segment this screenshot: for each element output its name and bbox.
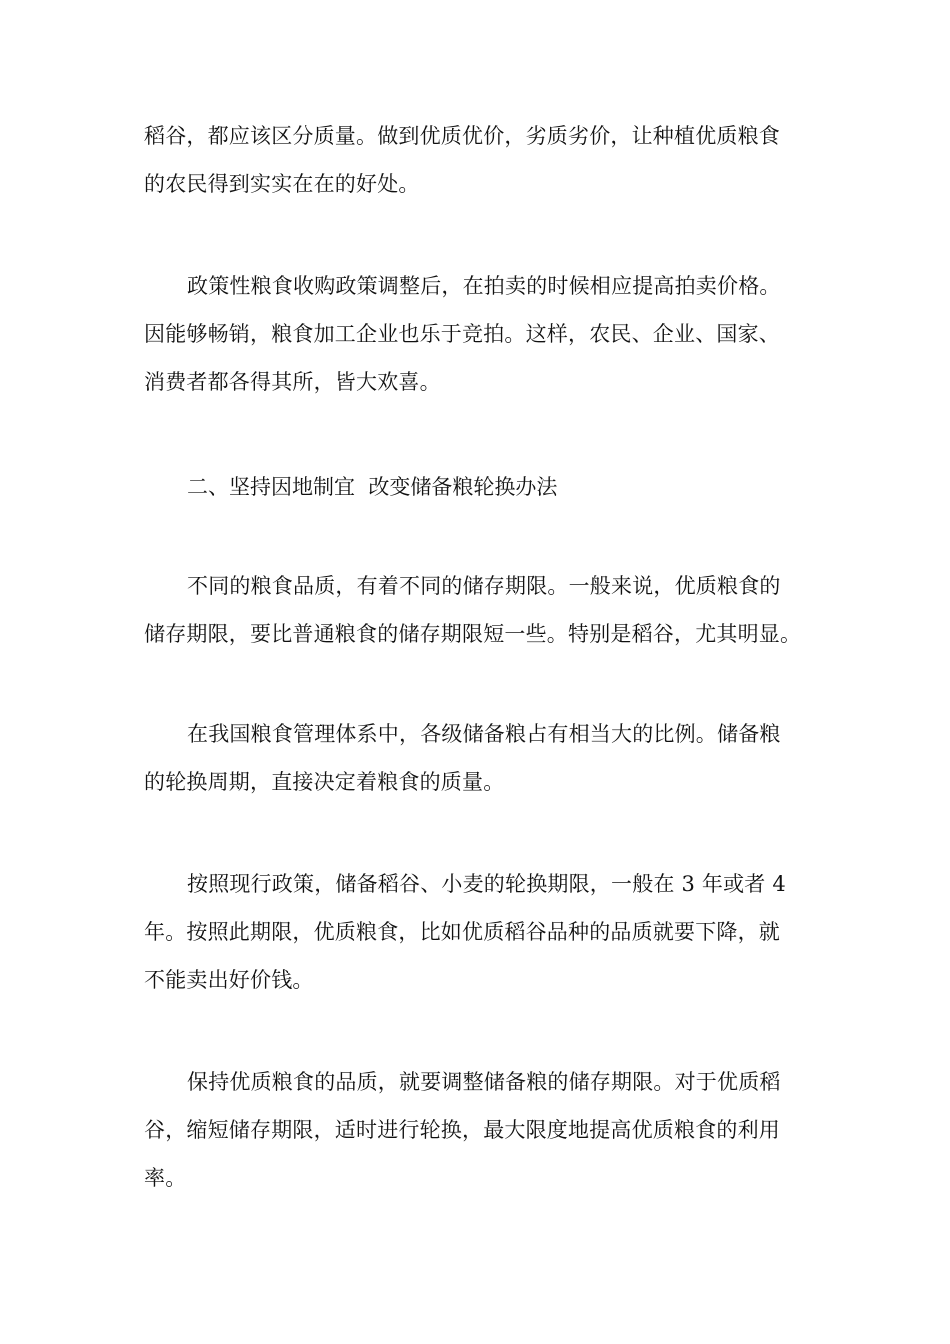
text-line: 谷，缩短储存期限，适时进行轮换，最大限度地提高优质粮食的利用 — [144, 1118, 780, 1142]
text-line: 不同的粮食品质，有着不同的储存期限。一般来说，优质粮食的 — [187, 574, 781, 598]
section-heading: 二、坚持因地制宜 改变储备粮轮换办法 — [187, 475, 558, 499]
text-line: 的轮换周期，直接决定着粮食的质量。 — [144, 770, 505, 794]
text-line: 因能够畅销，粮食加工企业也乐于竞拍。这样，农民、企业、国家、 — [144, 322, 780, 346]
text-line: 保持优质粮食的品质，就要调整储备粮的储存期限。对于优质稻 — [187, 1070, 781, 1094]
text-line: 按照现行政策，储备稻谷、小麦的轮换期限，一般在 3 年或者 4 — [187, 872, 786, 896]
paragraph-adjust-storage — [144, 1058, 808, 1202]
text-line: 在我国粮食管理体系中，各级储备粮占有相当大的比例。储备粮 — [187, 722, 781, 746]
text-line: 消费者都各得其所，皆大欢喜。 — [144, 370, 441, 394]
text-line: 率。 — [144, 1166, 187, 1190]
paragraph-reserve-grain — [144, 710, 808, 806]
text-line: 不能卖出好价钱。 — [144, 968, 314, 992]
paragraph-auction-policy — [144, 262, 808, 406]
paragraph-rotation-period — [144, 860, 808, 1004]
text-line: 储存期限，要比普通粮食的储存期限短一些。特别是稻谷，尤其明显。 — [144, 622, 802, 646]
text-line: 年。按照此期限，优质粮食，比如优质稻谷品种的品质就要下降，就 — [144, 920, 780, 944]
text-line: 政策性粮食收购政策调整后，在拍卖的时候相应提高拍卖价格。 — [187, 274, 781, 298]
paragraph-quality-pricing — [144, 112, 808, 208]
text-line: 稻谷，都应该区分质量。做到优质优价，劣质劣价，让种植优质粮食 — [144, 124, 780, 148]
text-line: 的农民得到实实在在的好处。 — [144, 172, 420, 196]
paragraph-storage-period — [144, 562, 808, 658]
